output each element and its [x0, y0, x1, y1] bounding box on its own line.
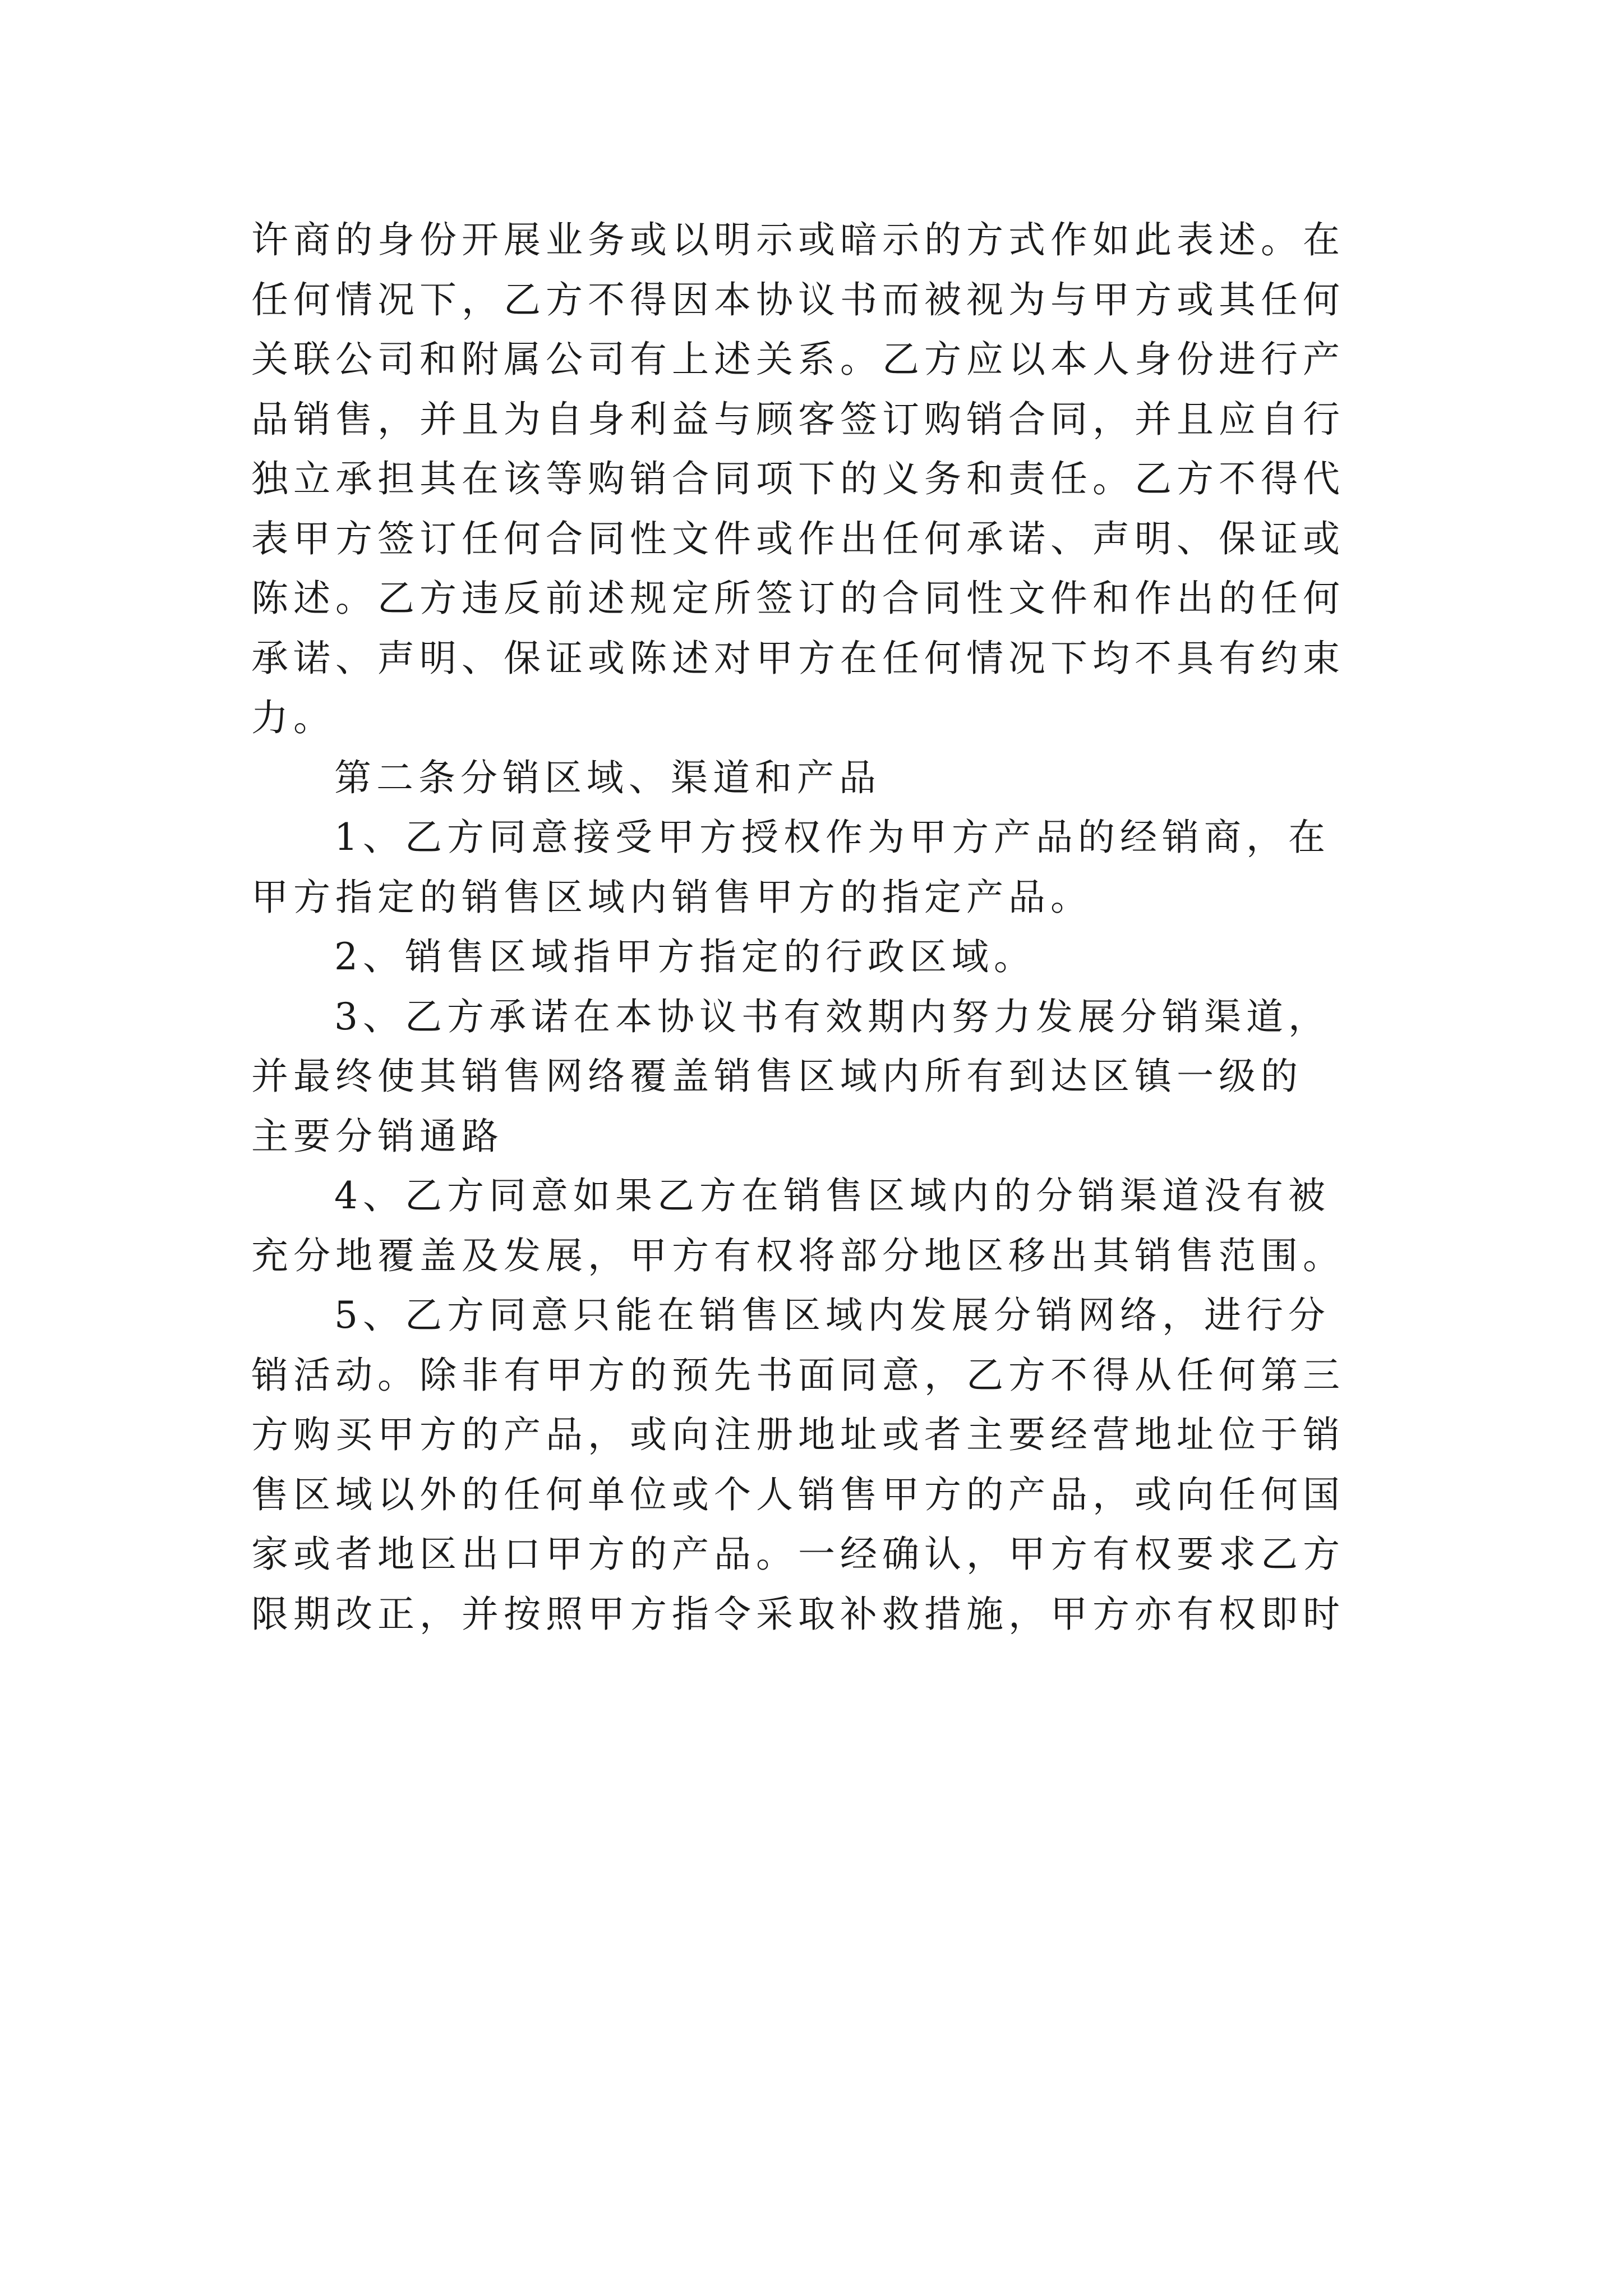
clause-5-line: 售区域以外的任何单位或个人销售甲方的产品，或向任何国 — [251, 1473, 1345, 1516]
text-line: 承诺、声明、保证或陈述对甲方在任何情况下均不具有约束 — [251, 636, 1345, 680]
clause-5-line: 方购买甲方的产品，或向注册地址或者主要经营地址位于销 — [251, 1413, 1345, 1456]
text-line: 品销售，并且为自身利益与顾客签订购销合同，并且应自行 — [251, 397, 1345, 441]
clause-2-line: 2、销售区域指甲方指定的行政区域。 — [334, 935, 1036, 978]
text-line: 独立承担其在该等购销合同项下的义务和责任。乙方不得代 — [251, 457, 1345, 500]
section-heading: 第二条分销区域、渠道和产品 — [334, 756, 881, 799]
clause-3-line: 主要分销通路 — [251, 1114, 504, 1158]
clause-5-line: 家或者地区出口甲方的产品。一经确认，甲方有权要求乙方 — [251, 1533, 1345, 1576]
clause-3-line: 并最终使其销售网络覆盖销售区域内所有到达区镇一级的 — [251, 1055, 1303, 1098]
clause-1-line: 1、乙方同意接受甲方授权作为甲方产品的经销商，在 — [334, 816, 1330, 859]
clause-5-line: 限期改正，并按照甲方指令采取补救措施，甲方亦有权即时 — [251, 1592, 1345, 1636]
text-line: 表甲方签订任何合同性文件或作出任何承诺、声明、保证或 — [251, 517, 1345, 560]
clause-4-line: 充分地覆盖及发展，甲方有权将部分地区移出其销售范围。 — [251, 1234, 1345, 1277]
document-body — [251, 210, 1384, 1644]
text-line: 陈述。乙方违反前述规定所签订的合同性文件和作出的任何 — [251, 577, 1345, 620]
text-line: 力。 — [251, 696, 335, 739]
text-line: 任何情况下，乙方不得因本协议书而被视为与甲方或其任何 — [251, 278, 1345, 321]
clause-1-line: 甲方指定的销售区域内销售甲方的指定产品。 — [251, 875, 1092, 919]
text-line: 许商的身份开展业务或以明示或暗示的方式作如此表述。在 — [251, 218, 1345, 261]
text-line: 关联公司和附属公司有上述关系。乙方应以本人身份进行产 — [251, 338, 1345, 381]
clause-5-line: 销活动。除非有甲方的预先书面同意，乙方不得从任何第三 — [251, 1353, 1345, 1397]
clause-4-line: 4、乙方同意如果乙方在销售区域内的分销渠道没有被 — [334, 1174, 1330, 1217]
clause-5-line: 5、乙方同意只能在销售区域内发展分销网络，进行分 — [334, 1294, 1330, 1337]
clause-3-line: 3、乙方承诺在本协议书有效期内努力发展分销渠道， — [334, 995, 1330, 1038]
